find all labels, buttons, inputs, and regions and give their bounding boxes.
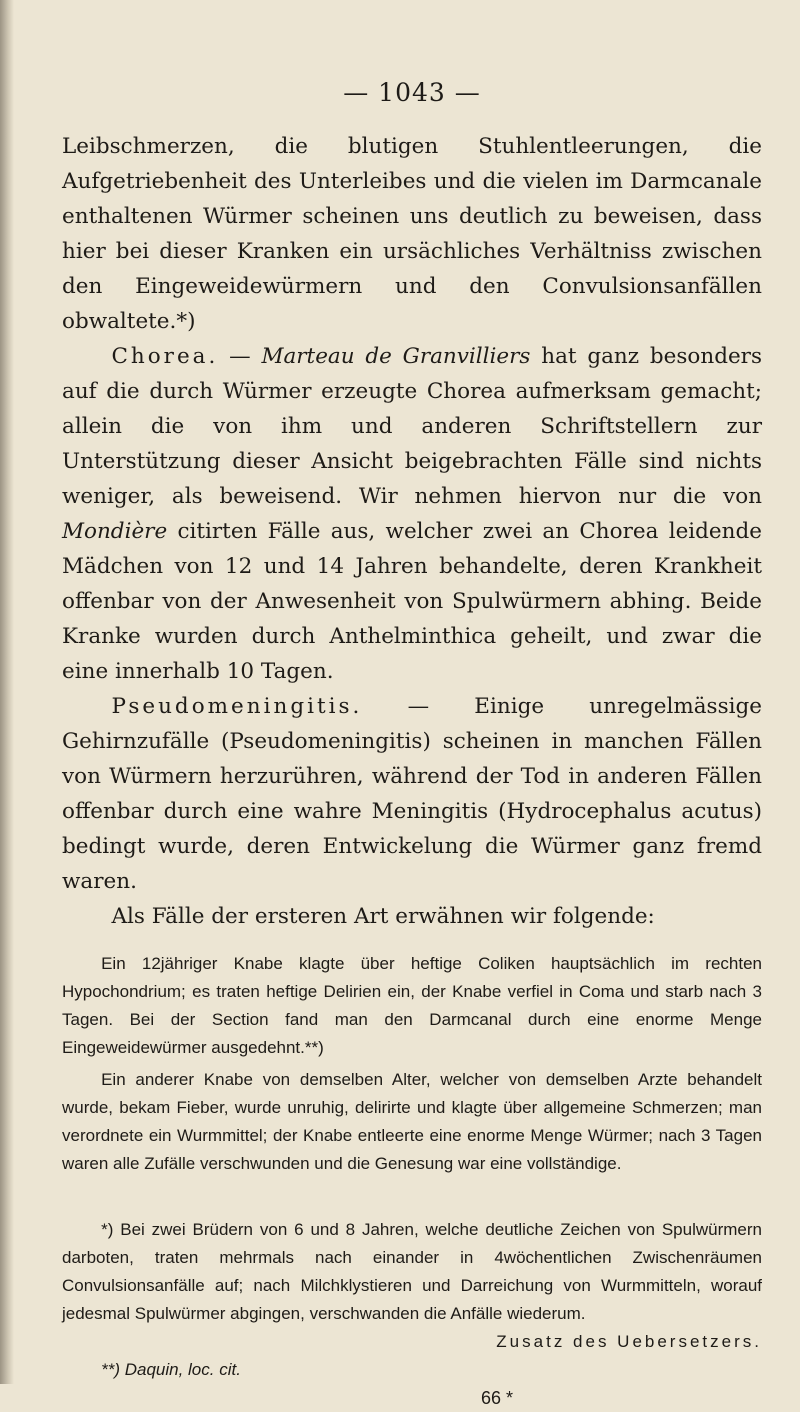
chorea-text-1: hat ganz besonders auf die durch Würmer erzeugte Chorea aufmerksam gemacht; allein die von ihm und anderen Schriftstellern zur Unterstützung dieser Ansicht beigebrachten Fälle sind nichts weniger, als beweisend. Wir nehmen hiervon nur die von — [62, 344, 762, 509]
page-header: — 1043 — — [343, 78, 481, 107]
paragraph-1: Leibschmerzen, die blutigen Stuhlentleerungen, die Aufgetriebenheit des Unterleibes und die vielen im Darmcanale enthaltenen Würmer scheinen uns deutlich zu beweisen, dass hier bei dieser Kranken ein ursächliches Verhältniss zwischen den Eingeweidewürmern und den Convulsionsanfällen obwaltete.*) — [62, 134, 762, 334]
case-report-1: Ein 12jähriger Knabe klagte über heftige Coliken hauptsächlich im rechten Hypochondrium; es traten heftige Delirien ein, der Knabe verfiel in Coma und starb nach 3 Tagen. Bei der Section fand man den Darmcanal durch eine enorme Menge Eingeweidewürmer ausgedehnt.**) — [62, 954, 762, 1057]
footnote-1-addition: Zusatz des Uebersetzers. — [496, 1332, 762, 1351]
chorea-dash: — — [218, 344, 262, 369]
paragraph-pseudomeningitis — [62, 689, 762, 899]
footnote-2: **) Daquin, loc. cit. — [101, 1360, 241, 1379]
page — [62, 78, 762, 1412]
paragraph-chorea — [62, 339, 762, 689]
case-report-2: Ein anderer Knabe von demselben Alter, welcher von demselben Arzte behandelt wurde, bekam Fieber, wurde unruhig, delirirte und klagte über allgemeine Schmerzen; man verordnete ein Wurmmittel; der Knabe entleerte eine enorme Menge Würmer; nach 3 Tagen waren alle Zufälle verschwunden und die Genesung war eine vollständige. — [62, 1070, 762, 1173]
chorea-text-2: citirten Fälle aus, welcher zwei an Chorea leidende Mädchen von 12 und 14 Jahren behandelte, deren Krankheit offenbar von der Anwesenheit von Spulwürmern abhing. Beide Kranke wurden durch Anthelminthica geheilt, und zwar die eine innerhalb 10 Tagen. — [62, 519, 762, 684]
case-reports — [62, 950, 762, 1178]
section-heading-chorea: Chorea. — [111, 344, 219, 369]
book-spine-shadow — [0, 0, 14, 1384]
pseudomeningitis-text: — Einige unregelmässige Gehirnzufälle (Pseudomeningitis) scheinen in manchen Fällen von Würmern herzurühren, während der Tod in anderen Fällen offenbar durch eine wahre Meningitis (Hydrocephalus acutus) bedingt wurde, deren Entwickelung die Würmer ganz fremd waren. — [62, 694, 762, 894]
section-heading-pseudomeningitis: Pseudomeningitis. — [111, 694, 363, 719]
paragraph-cases-intro: Als Fälle der ersteren Art erwähnen wir folgende: — [111, 904, 655, 929]
signature-mark: 66 * — [480, 1388, 514, 1408]
footnote-1: *) Bei zwei Brüdern von 6 und 8 Jahren, welche deutliche Zeichen von Spulwürmern darboten, traten mehrmals nach einander in 4wöchentlichen Zwischenräumen Convulsionsanfälle auf; nach Milchklystieren und Darreichung von Wurmmitteln, worauf jedesmal Spulwürmer abgingen, verschwanden die Anfälle wiederum. — [62, 1220, 762, 1323]
main-text — [62, 129, 762, 934]
author-name: Marteau de Granvilliers — [261, 344, 531, 369]
author-name-2: Mondière — [62, 519, 168, 544]
footnotes — [62, 1216, 762, 1412]
